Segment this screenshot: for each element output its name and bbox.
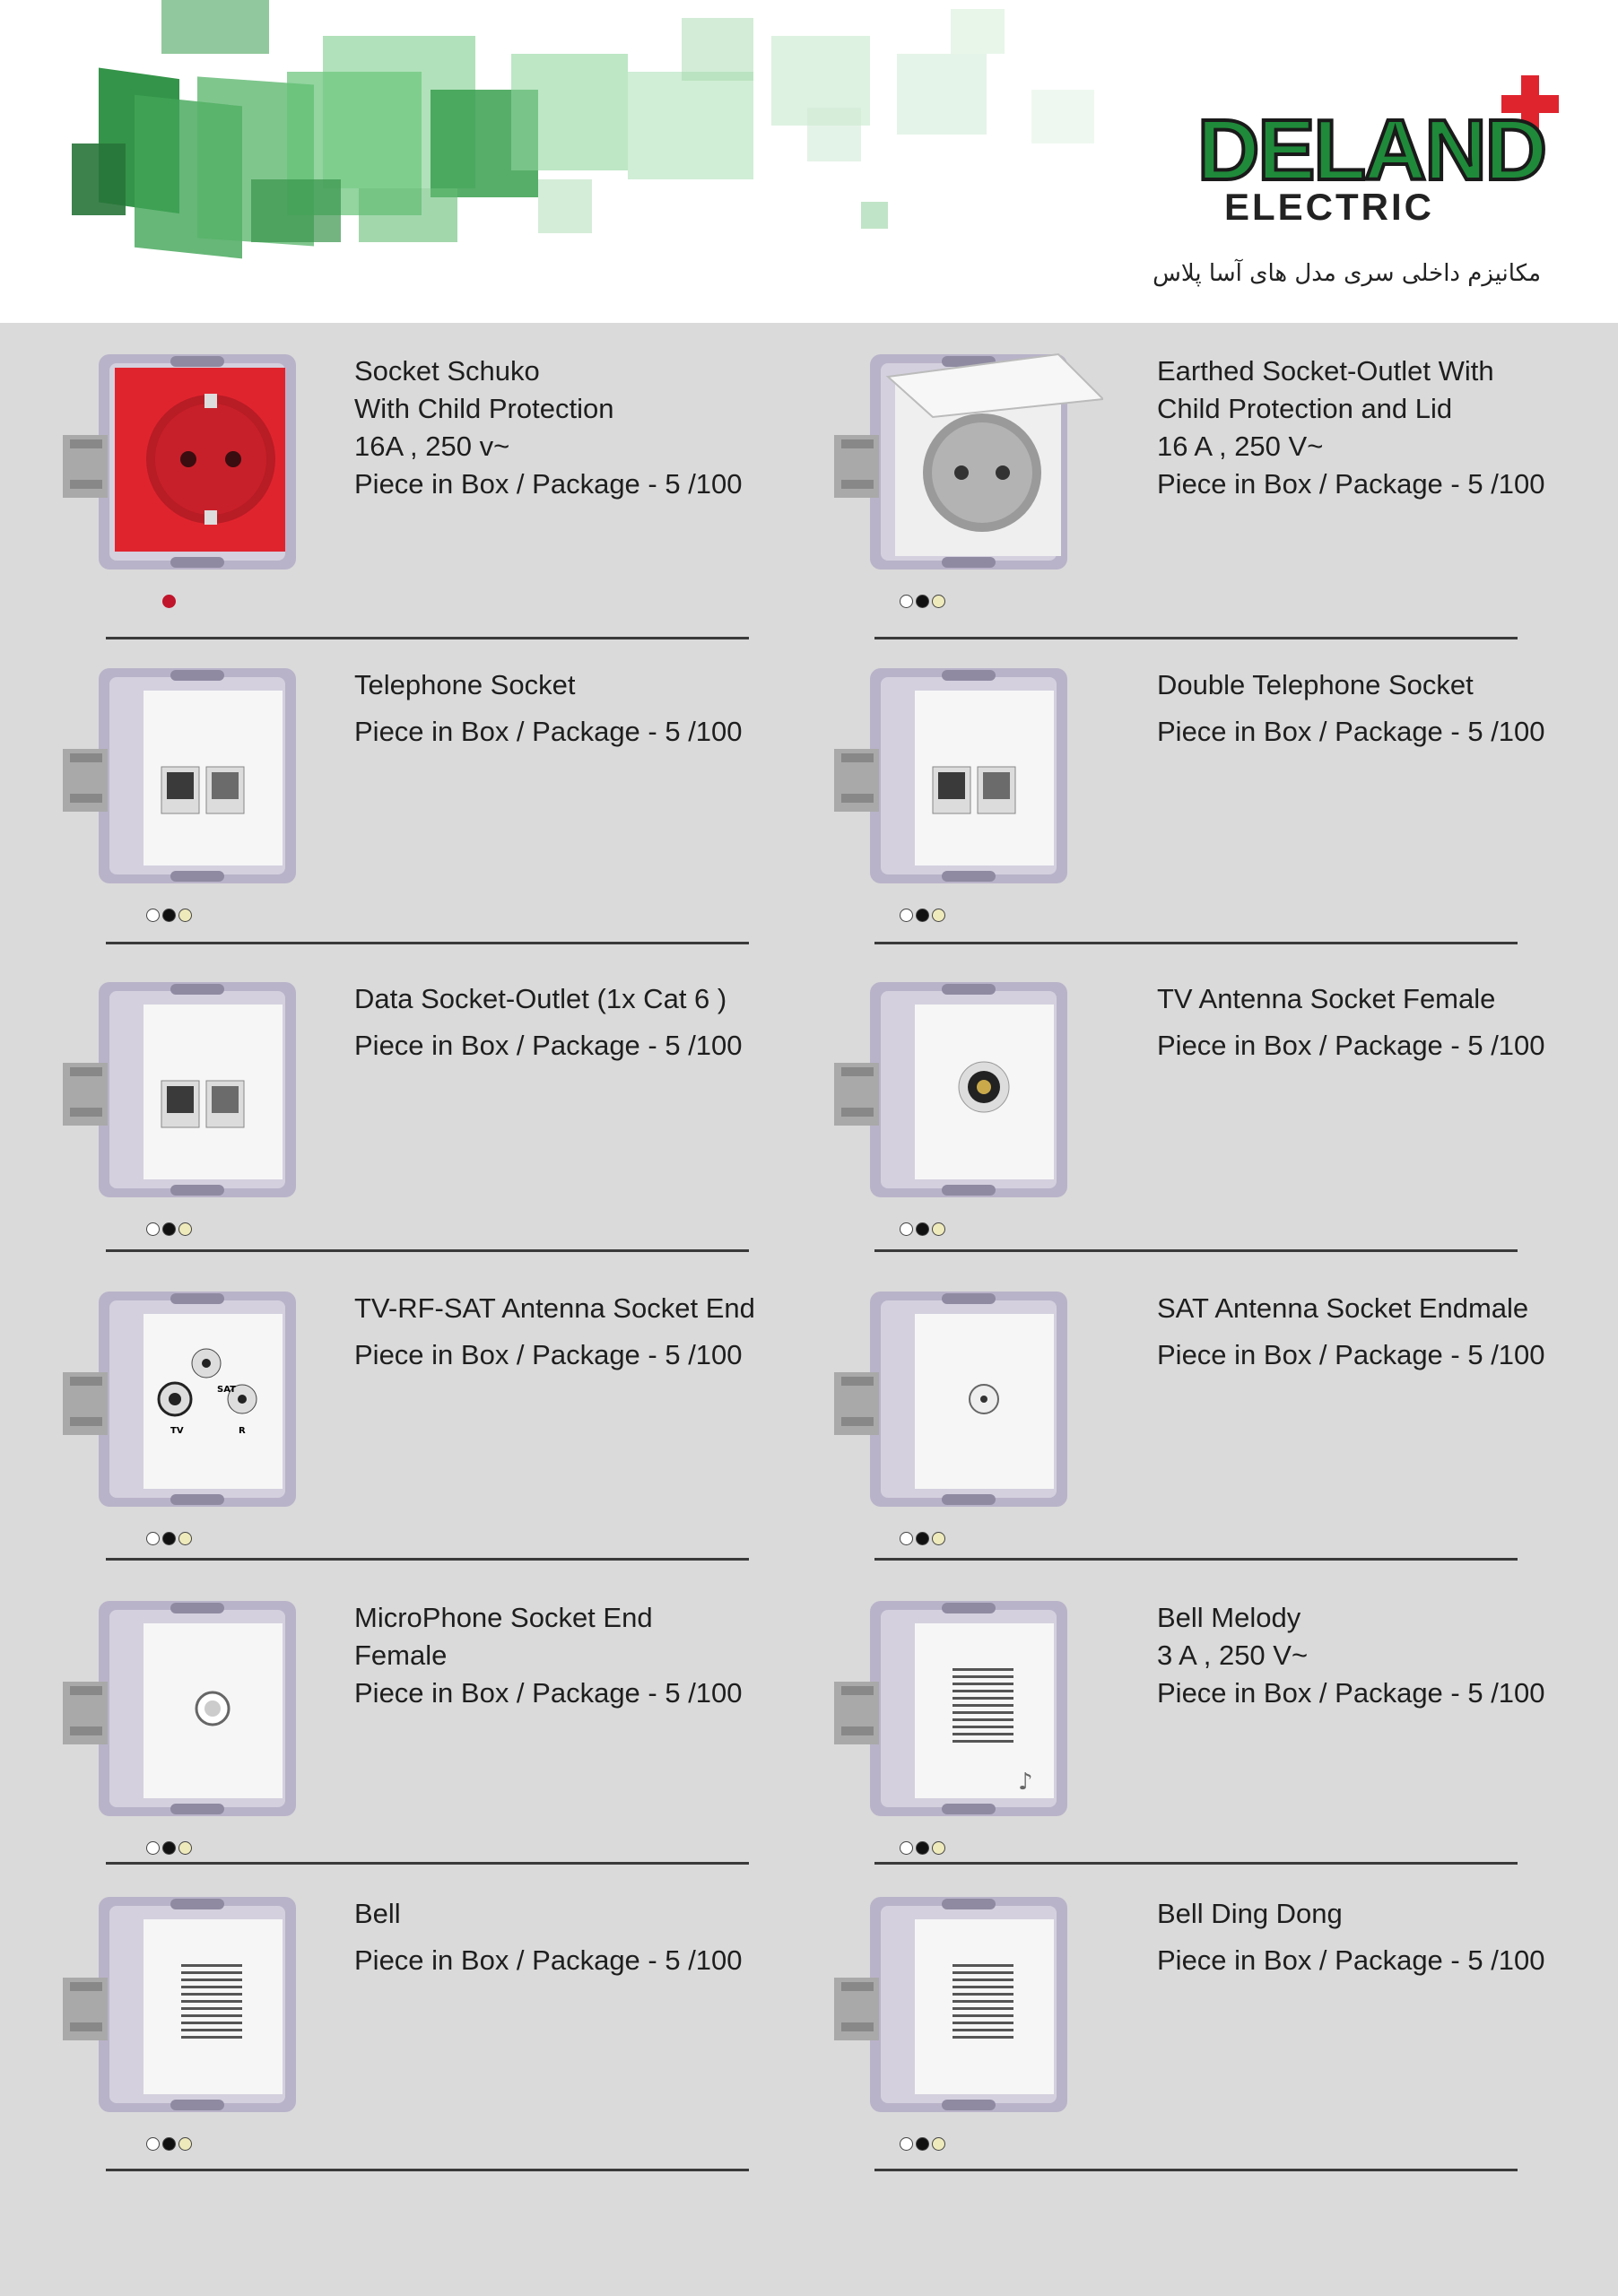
- swatch-cream: [178, 2137, 192, 2151]
- product-title: TV Antenna Socket Female: [1157, 983, 1496, 1014]
- product-title: Double Telephone Socket: [1157, 669, 1474, 700]
- product-title: Data Socket-Outlet (1x Cat 6 ): [354, 983, 727, 1014]
- swatch-white: [900, 595, 913, 608]
- product-description: [1157, 1290, 1545, 1374]
- product-description: [1157, 1599, 1545, 1712]
- product-image: [63, 964, 332, 1220]
- product-title: Earthed Socket-Outlet With: [1157, 355, 1494, 387]
- svg-text:SAT: SAT: [217, 1385, 236, 1395]
- swatch-cream: [932, 2137, 945, 2151]
- row-divider: [874, 942, 1518, 944]
- product-description: [354, 666, 743, 751]
- product-spec-line: 16A , 250 v~: [354, 430, 510, 462]
- swatch-black: [916, 1841, 929, 1855]
- color-swatches: [900, 1222, 945, 1236]
- swatch-cream: [178, 909, 192, 922]
- swatch-black: [916, 909, 929, 922]
- product-title: Bell: [354, 1898, 401, 1929]
- color-swatches: [900, 2137, 945, 2151]
- swatch-cream: [932, 1222, 945, 1236]
- svg-text:R: R: [239, 1426, 246, 1436]
- color-swatches: [900, 1841, 945, 1855]
- green-squares-decoration: [0, 0, 1166, 323]
- product-spec-line: Piece in Box / Package - 5 /100: [1157, 1030, 1545, 1061]
- product-description: [354, 980, 743, 1065]
- product-spec-line: Piece in Box / Package - 5 /100: [354, 468, 743, 500]
- product-description: [1157, 980, 1545, 1065]
- product-spec-line: 16 A , 250 V~: [1157, 430, 1324, 462]
- svg-text:TV: TV: [170, 1426, 184, 1436]
- product-title: MicroPhone Socket End: [354, 1602, 653, 1633]
- product-description: [1157, 666, 1545, 751]
- swatch-red: [162, 595, 176, 608]
- product-spec-line: Piece in Box / Package - 5 /100: [1157, 1339, 1545, 1370]
- row-divider: [874, 2169, 1518, 2171]
- swatch-white: [900, 1532, 913, 1545]
- product-spec-line: With Child Protection: [354, 393, 614, 424]
- color-swatches: [900, 595, 945, 608]
- product-image: [834, 964, 1103, 1220]
- swatch-white: [146, 1222, 160, 1236]
- swatch-cream: [932, 595, 945, 608]
- product-image: [63, 336, 332, 592]
- row-divider: [106, 2169, 749, 2171]
- row-divider: [106, 637, 749, 639]
- product-spec-line: Female: [354, 1639, 448, 1671]
- color-swatches: [146, 1841, 192, 1855]
- product-description: [354, 1290, 755, 1374]
- swatch-cream: [178, 1532, 192, 1545]
- swatch-white: [146, 1841, 160, 1855]
- swatch-black: [162, 1222, 176, 1236]
- swatch-white: [900, 1222, 913, 1236]
- color-swatches: [162, 595, 176, 608]
- product-spec-line: Piece in Box / Package - 5 /100: [1157, 1944, 1545, 1976]
- color-swatches: [146, 1222, 192, 1236]
- swatch-cream: [932, 909, 945, 922]
- color-swatches: [146, 1532, 192, 1545]
- product-spec-line: Piece in Box / Package - 5 /100: [1157, 468, 1545, 500]
- product-image: [834, 1583, 1103, 1839]
- product-description: [354, 1895, 743, 1979]
- product-description: [354, 352, 743, 503]
- swatch-cream: [178, 1222, 192, 1236]
- product-spec-line: Piece in Box / Package - 5 /100: [354, 1677, 743, 1709]
- swatch-black: [916, 595, 929, 608]
- product-spec-line: 3 A , 250 V~: [1157, 1639, 1309, 1671]
- product-title: Bell Melody: [1157, 1602, 1301, 1633]
- swatch-white: [900, 909, 913, 922]
- product-spec-line: Piece in Box / Package - 5 /100: [1157, 716, 1545, 747]
- product-title: Bell Ding Dong: [1157, 1898, 1343, 1929]
- deland-logo: [1193, 63, 1570, 242]
- product-spec-line: Piece in Box / Package - 5 /100: [354, 1339, 743, 1370]
- row-divider: [106, 1558, 749, 1561]
- product-spec-line: Child Protection and Lid: [1157, 393, 1453, 424]
- swatch-black: [162, 909, 176, 922]
- swatch-cream: [932, 1841, 945, 1855]
- swatch-black: [916, 1222, 929, 1236]
- product-title: Socket Schuko: [354, 355, 540, 387]
- product-title: Telephone Socket: [354, 669, 576, 700]
- swatch-black: [916, 2137, 929, 2151]
- row-divider: [106, 942, 749, 944]
- swatch-black: [162, 1841, 176, 1855]
- color-swatches: [146, 909, 192, 922]
- swatch-white: [900, 1841, 913, 1855]
- product-spec-line: Piece in Box / Package - 5 /100: [354, 1944, 743, 1976]
- product-title: TV-RF-SAT Antenna Socket End: [354, 1292, 755, 1324]
- product-spec-line: Piece in Box / Package - 5 /100: [354, 1030, 743, 1061]
- swatch-black: [162, 1532, 176, 1545]
- product-image: [834, 336, 1103, 592]
- series-subtitle: مکانیزم داخلی سری مدل های آسا پلاس: [1153, 260, 1541, 287]
- product-spec-line: Piece in Box / Package - 5 /100: [354, 716, 743, 747]
- color-swatches: [900, 909, 945, 922]
- swatch-black: [162, 2137, 176, 2151]
- product-image: [834, 650, 1103, 906]
- header-banner: [0, 0, 1618, 323]
- logo-subword: ELECTRIC: [1224, 186, 1434, 228]
- logo-wordmark: DELAND: [1197, 102, 1545, 198]
- swatch-white: [146, 1532, 160, 1545]
- color-swatches: [146, 2137, 192, 2151]
- product-image: [834, 1879, 1103, 2135]
- svg-text:♪: ♪: [1018, 1769, 1033, 1796]
- swatch-cream: [932, 1532, 945, 1545]
- color-swatches: [900, 1532, 945, 1545]
- product-description: [1157, 352, 1545, 503]
- row-divider: [874, 637, 1518, 639]
- swatch-cream: [178, 1841, 192, 1855]
- row-divider: [874, 1558, 1518, 1561]
- product-image: [63, 1583, 332, 1839]
- swatch-white: [900, 2137, 913, 2151]
- product-title: SAT Antenna Socket Endmale: [1157, 1292, 1529, 1324]
- product-spec-line: Piece in Box / Package - 5 /100: [1157, 1677, 1545, 1709]
- swatch-white: [146, 909, 160, 922]
- row-divider: [106, 1249, 749, 1252]
- row-divider: [106, 1862, 749, 1865]
- product-description: [354, 1599, 743, 1712]
- product-description: [1157, 1895, 1545, 1979]
- swatch-white: [146, 2137, 160, 2151]
- row-divider: [874, 1862, 1518, 1865]
- row-divider: [874, 1249, 1518, 1252]
- swatch-black: [916, 1532, 929, 1545]
- product-image: [63, 1879, 332, 2135]
- product-image: [834, 1274, 1103, 1529]
- product-image: [63, 1274, 332, 1529]
- product-image: [63, 650, 332, 906]
